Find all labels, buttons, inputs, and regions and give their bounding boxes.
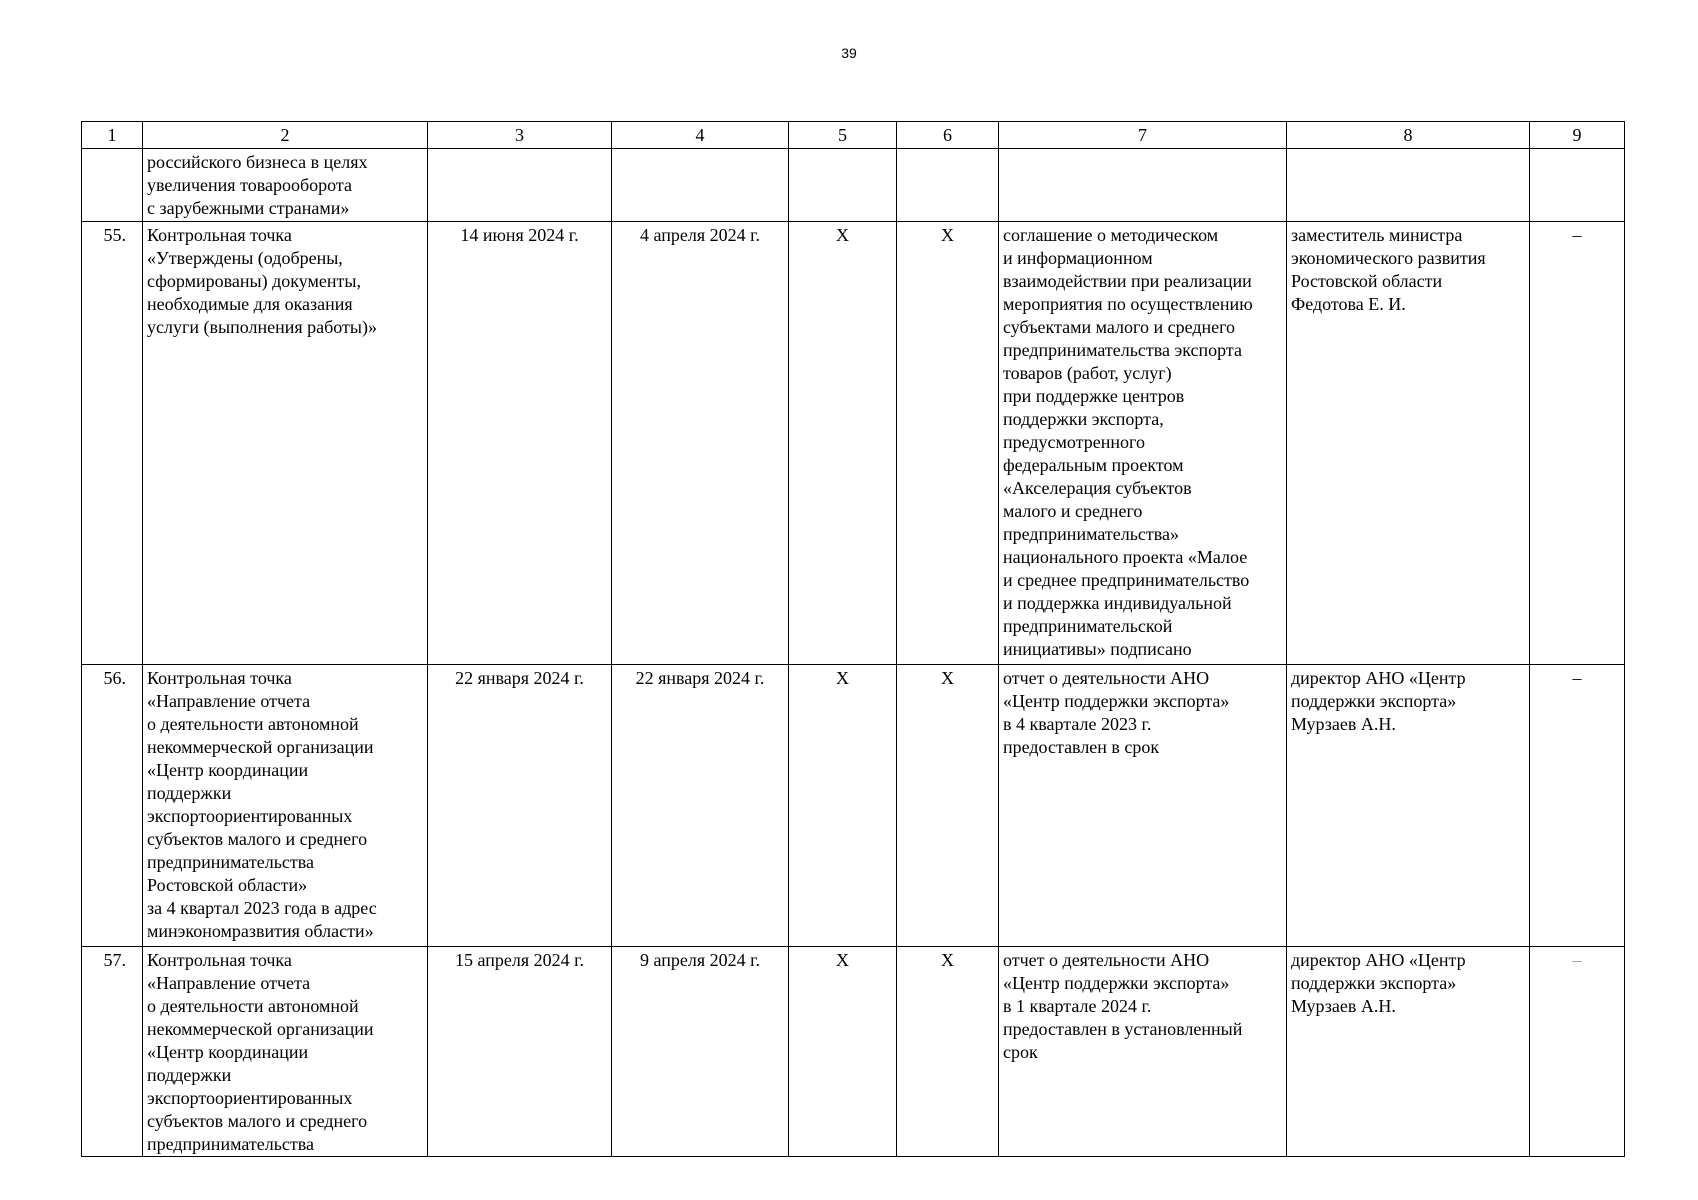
column-header: 5: [789, 122, 897, 149]
column-9-cell: –: [1530, 947, 1625, 1157]
column-header: 3: [428, 122, 612, 149]
planned-date-cell: 14 июня 2024 г.: [428, 222, 612, 665]
planned-date-cell: 15 апреля 2024 г.: [428, 947, 612, 1157]
actual-date-cell: 9 апреля 2024 г.: [612, 947, 789, 1157]
column-5-cell: X: [789, 222, 897, 665]
result-cell: отчет о деятельности АНО «Центр поддержки экспорта» в 4 квартале 2023 г. предоставлен в срок: [999, 665, 1287, 947]
planned-date-cell: [428, 149, 612, 222]
column-6-cell: [897, 149, 999, 222]
column-9-cell: –: [1530, 222, 1625, 665]
responsible-cell: заместитель министра экономического развития Ростовской области Федотова Е. И.: [1287, 222, 1530, 665]
column-5-cell: X: [789, 665, 897, 947]
page-number: 39: [841, 45, 857, 61]
column-header: 1: [82, 122, 143, 149]
table-row: [82, 947, 1625, 1157]
control-point-name-cell: российского бизнеса в целях увеличения товарооборота с зарубежными странами»: [143, 149, 428, 222]
column-header: 8: [1287, 122, 1530, 149]
actual-date-cell: [612, 149, 789, 222]
control-point-name-cell: Контрольная точка «Направление отчета о деятельности автономной некоммерческой организации «Центр координации поддержки экспортоориентированных субъектов малого и среднего предпринимательства Ростовской области» за 4 квартал 2023 года в адрес минэкономразвития области»: [143, 665, 428, 947]
control-points-table: [81, 121, 1625, 1157]
result-cell: [999, 149, 1287, 222]
planned-date-cell: 22 января 2024 г.: [428, 665, 612, 947]
result-cell: соглашение о методическом и информационном взаимодействии при реализации мероприятия по осуществлению субъектами малого и среднего предпринимательства экспорта товаров (работ, услуг) при поддержке центров поддержки экспорта, предусмотренного федеральным проектом «Акселерация субъектов малого и среднего предпринимательства» национального проекта «Малое и среднее предпринимательство и поддержка индивидуальной предпринимательской инициативы» подписано: [999, 222, 1287, 665]
column-header: 7: [999, 122, 1287, 149]
actual-date-cell: 22 января 2024 г.: [612, 665, 789, 947]
column-header: 2: [143, 122, 428, 149]
column-5-cell: [789, 149, 897, 222]
column-header: 6: [897, 122, 999, 149]
responsible-cell: директор АНО «Центр поддержки экспорта» Мурзаев А.Н.: [1287, 947, 1530, 1157]
actual-date-cell: 4 апреля 2024 г.: [612, 222, 789, 665]
column-header: 9: [1530, 122, 1625, 149]
column-9-cell: [1530, 149, 1625, 222]
table-row: [82, 222, 1625, 665]
column-header: 4: [612, 122, 789, 149]
column-9-cell: –: [1530, 665, 1625, 947]
row-number-cell: 55.: [82, 222, 143, 665]
column-6-cell: X: [897, 947, 999, 1157]
row-number-cell: [82, 149, 143, 222]
result-cell: отчет о деятельности АНО «Центр поддержки экспорта» в 1 квартале 2024 г. предоставлен в установленный срок: [999, 947, 1287, 1157]
column-6-cell: X: [897, 665, 999, 947]
responsible-cell: [1287, 149, 1530, 222]
row-number-cell: 56.: [82, 665, 143, 947]
responsible-cell: директор АНО «Центр поддержки экспорта» Мурзаев А.Н.: [1287, 665, 1530, 947]
row-number-cell: 57.: [82, 947, 143, 1157]
control-point-name-cell: Контрольная точка «Утверждены (одобрены, сформированы) документы, необходимые для оказания услуги (выполнения работы)»: [143, 222, 428, 665]
table-row: [82, 149, 1625, 222]
column-5-cell: X: [789, 947, 897, 1157]
column-6-cell: X: [897, 222, 999, 665]
table-row: [82, 665, 1625, 947]
control-point-name-cell: Контрольная точка «Направление отчета о деятельности автономной некоммерческой организации «Центр координации поддержки экспортоориентированных субъектов малого и среднего предпринимательства: [143, 947, 428, 1157]
column-numbers-row: [82, 122, 1625, 149]
